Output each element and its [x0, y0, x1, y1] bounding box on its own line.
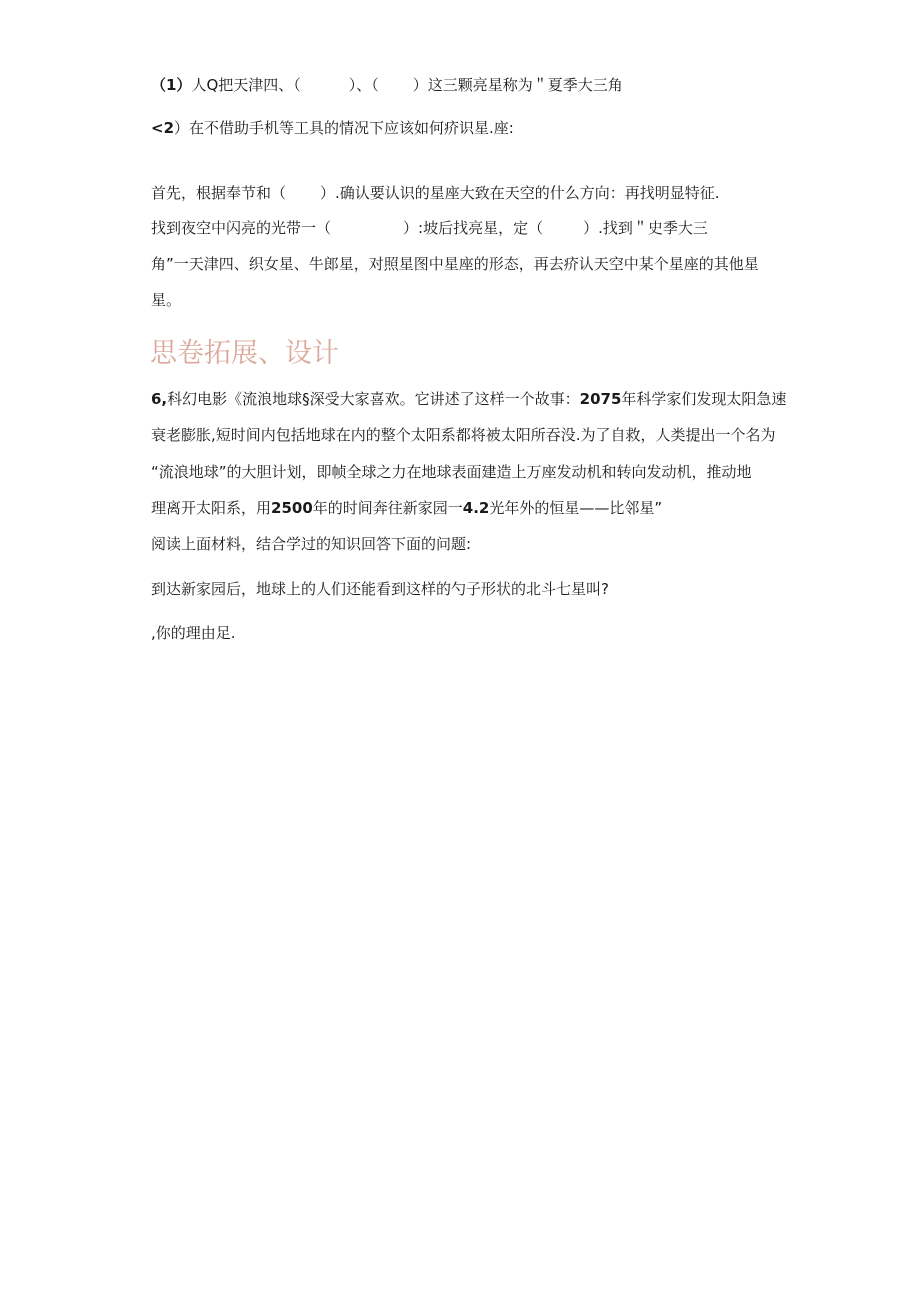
distance-4-2: 4.2 — [462, 499, 490, 517]
question-2-number: <2 — [151, 119, 175, 137]
question-1-text-a: 人Q把天津四、（ — [191, 76, 301, 94]
question-2-line — [151, 118, 514, 138]
question-6-text-1c: 年科学家们发现太阳急速 — [621, 390, 787, 408]
question-6-line-2: 衰老膨胀,短时间内包括地球在内的整个太阳系都将被太阳所吞没.为了自救，人类提出一个名为 — [151, 426, 776, 444]
question-6-text-1a: 科幻电影《流浪地球§深受大家喜欢。它讲述了这样一个故事： — [167, 390, 580, 408]
question-1-line — [151, 75, 623, 95]
question-2-text: ）在不借助手机等工具的情况下应该如何疥识星.座: — [174, 119, 514, 137]
question-6-line-4 — [151, 498, 662, 518]
question-6-line-6: 到达新家园后，地球上的人们还能看到这样的勺子形状的北斗七星叫? — [151, 580, 609, 598]
paragraph-2-text-a: 找到夜空中闪亮的光带一（ — [151, 219, 332, 237]
years-2500: 2500 — [271, 499, 313, 517]
question-6-line-5: 阅读上面材料，结合学过的知识回答下面的问题: — [151, 535, 472, 553]
question-6-text-4a: 理离开太阳系，用 — [151, 499, 272, 517]
paragraph-2-text-b: ）:坡后找亮星，定（ — [403, 219, 544, 237]
paragraph-2-text-c: ）.找到＂史季大三 — [583, 219, 708, 237]
paragraph-1-text-a: 首先，根据奉节和（ — [151, 184, 287, 202]
question-1-text-c: ）这三颗亮星称为＂夏季大三角 — [412, 76, 623, 94]
paragraph-line-3: 角”一天津四、织女星、牛郎星，对照星图中星座的形态，再去疥认天空中某个星座的其他星 — [151, 255, 759, 273]
question-6-text-4e: 光年外的恒星——比邻星” — [489, 499, 663, 517]
paragraph-line-4: 星。 — [151, 291, 182, 309]
question-6-text-4c: 年的时间奔往新家园一 — [312, 499, 463, 517]
paragraph-line-2 — [151, 218, 708, 238]
question-1-number: （1） — [151, 76, 192, 94]
question-6-line-7: ,你的理由足. — [151, 624, 236, 642]
question-6-number: 6, — [151, 390, 168, 408]
question-6-line-1 — [151, 389, 786, 409]
year-2075: 2075 — [579, 390, 622, 408]
question-6-line-3: “流浪地球”的大胆计划，即帧全球之力在地球表面建造上万座发动机和转向发动机，推动地 — [151, 463, 752, 481]
section-heading: 思卷拓展、设计 — [150, 338, 339, 369]
paragraph-1-text-b: ）.确认要认识的星座大致在天空的什么方向：再找明显特征. — [320, 184, 720, 202]
question-1-text-b: ）、（ — [348, 76, 379, 94]
paragraph-line-1 — [151, 183, 720, 203]
